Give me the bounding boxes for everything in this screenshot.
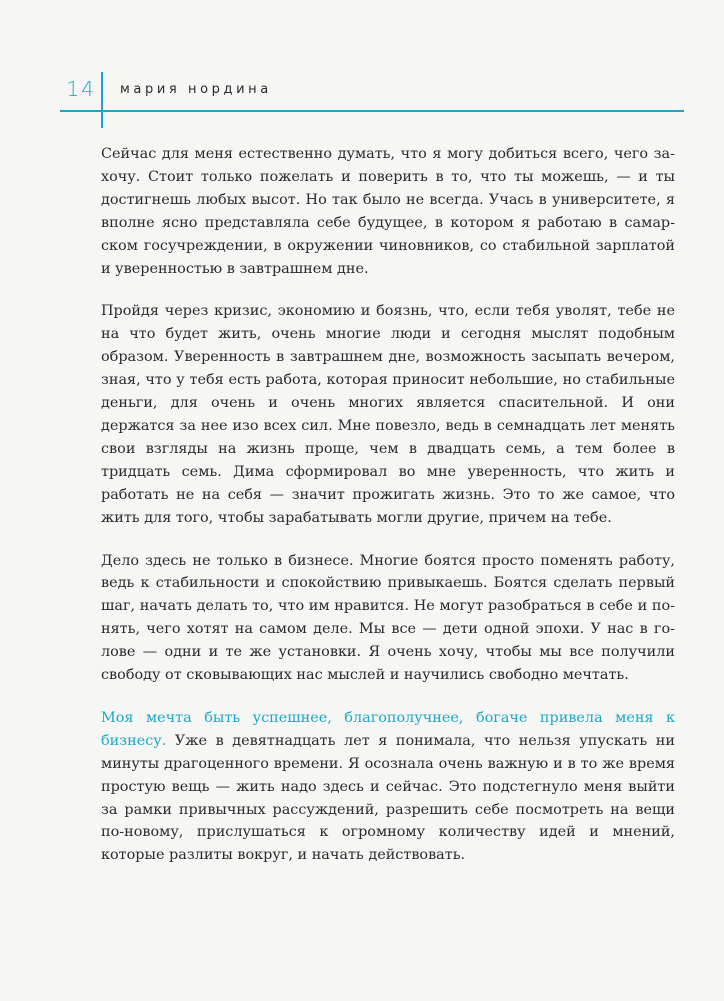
paragraph-3: Дело здесь не только в бизнесе. Многие боятся просто поменять работу, ведь к стабильности и спокойствию привыкаешь. Боятся сделать первый шаг, начать делать то, что им нравится. Не могут разобраться в себе и понять, чего хотят на самом деле. Мы все — дети одной эпохи. У нас в голове — одни и те же установки. Я очень хочу, чтобы мы все получили свободу от сковывающих нас мыслей и научились свободно мечтать. xyxy=(101,552,675,684)
page-number: 14 xyxy=(66,77,96,101)
paragraph-1: Сейчас для меня естественно думать, что я могу добиться всего, чего захочу. Стоит только пожелать и поверить в то, что ты можешь, — и ты достигнешь любых высот. Но так было не всегда. Учась в университете, я вполне ясно представляла себе будущее, в котором я работаю в самарском госучреждении, в окружении чиновников, со стабильной зарплатой и уверенностью в завтрашнем дне. xyxy=(101,146,675,277)
header-divider-vertical xyxy=(101,72,103,128)
paragraph-2: Пройдя через кризис, экономию и боязнь, что, если тебя уволят, тебе не на что будет жить, очень многие люди и сегодня мыслят подобным образом. Уверенность в завтрашнем дне, возможность засыпать вечером, зная, что у тебя есть работа, которая приносит небольшие, но стабильные деньги, для очень и очень многих является спасительной. И они держатся за нее изо всех сил. Мне повезло, ведь в семнадцать лет менять свои взгляды на жизнь проще, чем в двадцать семь, а тем более в тридцать семь. Дима сформировал во мне уверенность, что жить и работать не на себя — значит прожигать жизнь. Это то же самое, что жить для того, чтобы зарабатывать могли другие, причем на тебе. xyxy=(101,303,675,526)
paragraph-4-text: Уже в девятнадцать лет я понимала, что нельзя упускать ни минуты драгоценного времени. Я осознала очень важную и в то же время простую вещь — жить надо здесь и сейчас. Это подстегнуло меня выйти за рамки привычных рассуждений, разрешить себе посмотреть на вещи по-новому, прислушаться к огромному количеству идей и мнений, которые разлиты вокруг, и начать действовать. xyxy=(101,732,675,864)
page-body xyxy=(101,143,675,887)
paragraph-4 xyxy=(101,707,675,867)
running-header-author: мария нордина xyxy=(120,82,272,97)
highlighted-sentence: Моя мечта быть успешнее, благополучнее, богаче привела меня к бизнесу. xyxy=(101,709,675,749)
header-divider-horizontal xyxy=(60,110,684,112)
